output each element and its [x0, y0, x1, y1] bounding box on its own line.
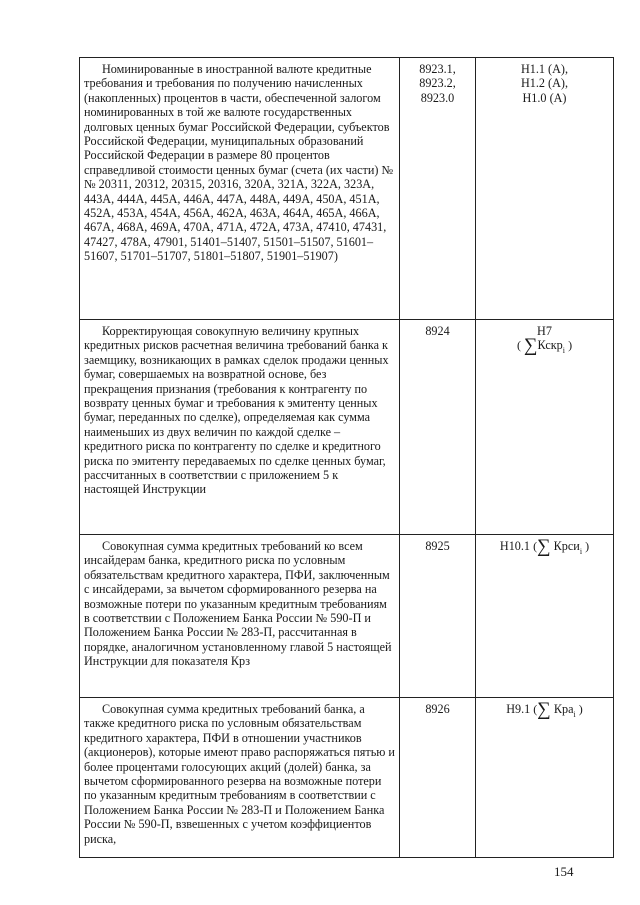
code-cell [400, 535, 476, 698]
formula-subscript: i [562, 346, 566, 356]
formula-base: Кра [553, 702, 574, 716]
indicator-cell [476, 698, 614, 858]
table-row [80, 58, 614, 320]
sigma-symbol: ∑ [523, 335, 538, 357]
description-text: Номинированные в иностранной валюте кредитные требования и требования по получению начисленных (накопленных) процентов в части, обеспеченной залогом номинированных в той же валюте государственных долговых ценных бумаг Российской Федерации, субъектов Российской Федерации, муниципальных образований Российской Федерации в размере 80 процентов справедливой стоимости ценных бумаг (счета (их части) №№ 20311, 20312, 20315, 20316, 320А, 321А, 322А, 323А, 443А, 444А, 445А, 446А, 447А, 448А, 449А, 450А, 451А, 452А, 453А, 454А, 456А, 462А, 463А, 464А, 465А, 466А, 467А, 468А, 469А, 470А, 471А, 472А, 473А, 47410, 47431, 47427, 478А, 47901, 51401–51407, 51501–51507, 51601–51607, 51701–51707, 51801–51807, 51901–51907) [84, 62, 394, 264]
formula-open-paren: ( [533, 539, 538, 553]
code-cell [400, 58, 476, 320]
description-text: Совокупная сумма кредитных требований банка, а также кредитного риска по условным обязательствам кредитного характера, ПФИ в отношении участников (акционеров), которые имеют право распоряжаться пятью и более процентами голосующих акций (долей) банка, за вычетом сформированного резерва на возможные потери по указанным кредитным требованиям в соответствии с Положением Банка России № 283-П и Положением Банка России № 590-П, взвешенных с учетом коэффициентов риска, [84, 702, 395, 846]
formula-open-paren: ( [533, 702, 538, 716]
formula-close-paren: ) [578, 702, 583, 716]
code-value: 8923.0 [420, 90, 455, 105]
formula-base: Кскр [537, 338, 563, 353]
code-cell [400, 320, 476, 535]
code-cell [400, 698, 476, 858]
table-row [80, 320, 614, 535]
sum-formula [516, 335, 573, 358]
code-value: 8923.1, [419, 62, 456, 76]
description-cell [80, 535, 400, 698]
sum-formula [499, 536, 590, 559]
indicator-value: Н7 [537, 324, 552, 338]
indicator-value: Н1.1 (А), [520, 62, 569, 76]
formula-open-paren: ( [516, 338, 521, 353]
formula-base: Крси [553, 539, 580, 553]
code-value: 8924 [425, 324, 450, 338]
formula-subscript: i [573, 710, 576, 719]
code-value: 8926 [425, 702, 450, 716]
description-text: Корректирующая совокупную величину крупных кредитных рисков расчетная величина требований банка к заемщику, возникающих в рамках сделок продажи ценных бумаг, совершаемых на возвратной основе, без прекращения признания (требования к контрагенту по возврату ценных бумаг и требования к эмитенту ценных бумаг, переданных по сделке), определяемая как сумма наименьших из двух величин по каждой сделке – кредитного риска по контрагенту по сделке и кредитного риска по эмитенту передаваемых по сделке ценных бумаг, рассчитанных в соответствии с приложением 5 к настоящей Инструкции [84, 324, 389, 497]
code-value: 8923.2, [419, 76, 456, 91]
indicator-value: Н10.1 [499, 539, 531, 553]
code-value: 8925 [425, 539, 450, 553]
indicator-value: Н1.0 (А) [522, 90, 567, 105]
formula-close-paren: ) [568, 338, 573, 353]
sigma-symbol: ∑ [537, 699, 551, 720]
table-row [80, 535, 614, 698]
indicator-table [79, 57, 614, 858]
description-cell [80, 698, 400, 858]
indicator-value: Н9.1 [506, 702, 531, 716]
formula-subscript: i [579, 547, 583, 556]
description-cell [80, 320, 400, 535]
indicator-cell [476, 535, 614, 698]
indicator-value: Н1.2 (А), [520, 76, 569, 91]
page-number: 154 [554, 864, 574, 879]
indicator-cell [476, 320, 614, 535]
sigma-symbol: ∑ [537, 536, 551, 557]
table-row [80, 698, 614, 858]
sum-formula [506, 699, 583, 722]
indicator-cell [476, 58, 614, 320]
formula-close-paren: ) [585, 539, 590, 553]
description-text: Совокупная сумма кредитных требований ко всем инсайдерам банка, кредитного риска по условным обязательствам кредитного характера, ПФИ, заключенным с инсайдерами, за вычетом сформированного резерва на возможные потери по указанным кредитным требованиям в соответствии с Положением Банка России № 590-П и Положением Банка России № 283-П, рассчитанная в порядке, аналогичном установленному главой 5 настоящей Инструкции для показателя Крз [84, 539, 392, 669]
description-cell [80, 58, 400, 320]
